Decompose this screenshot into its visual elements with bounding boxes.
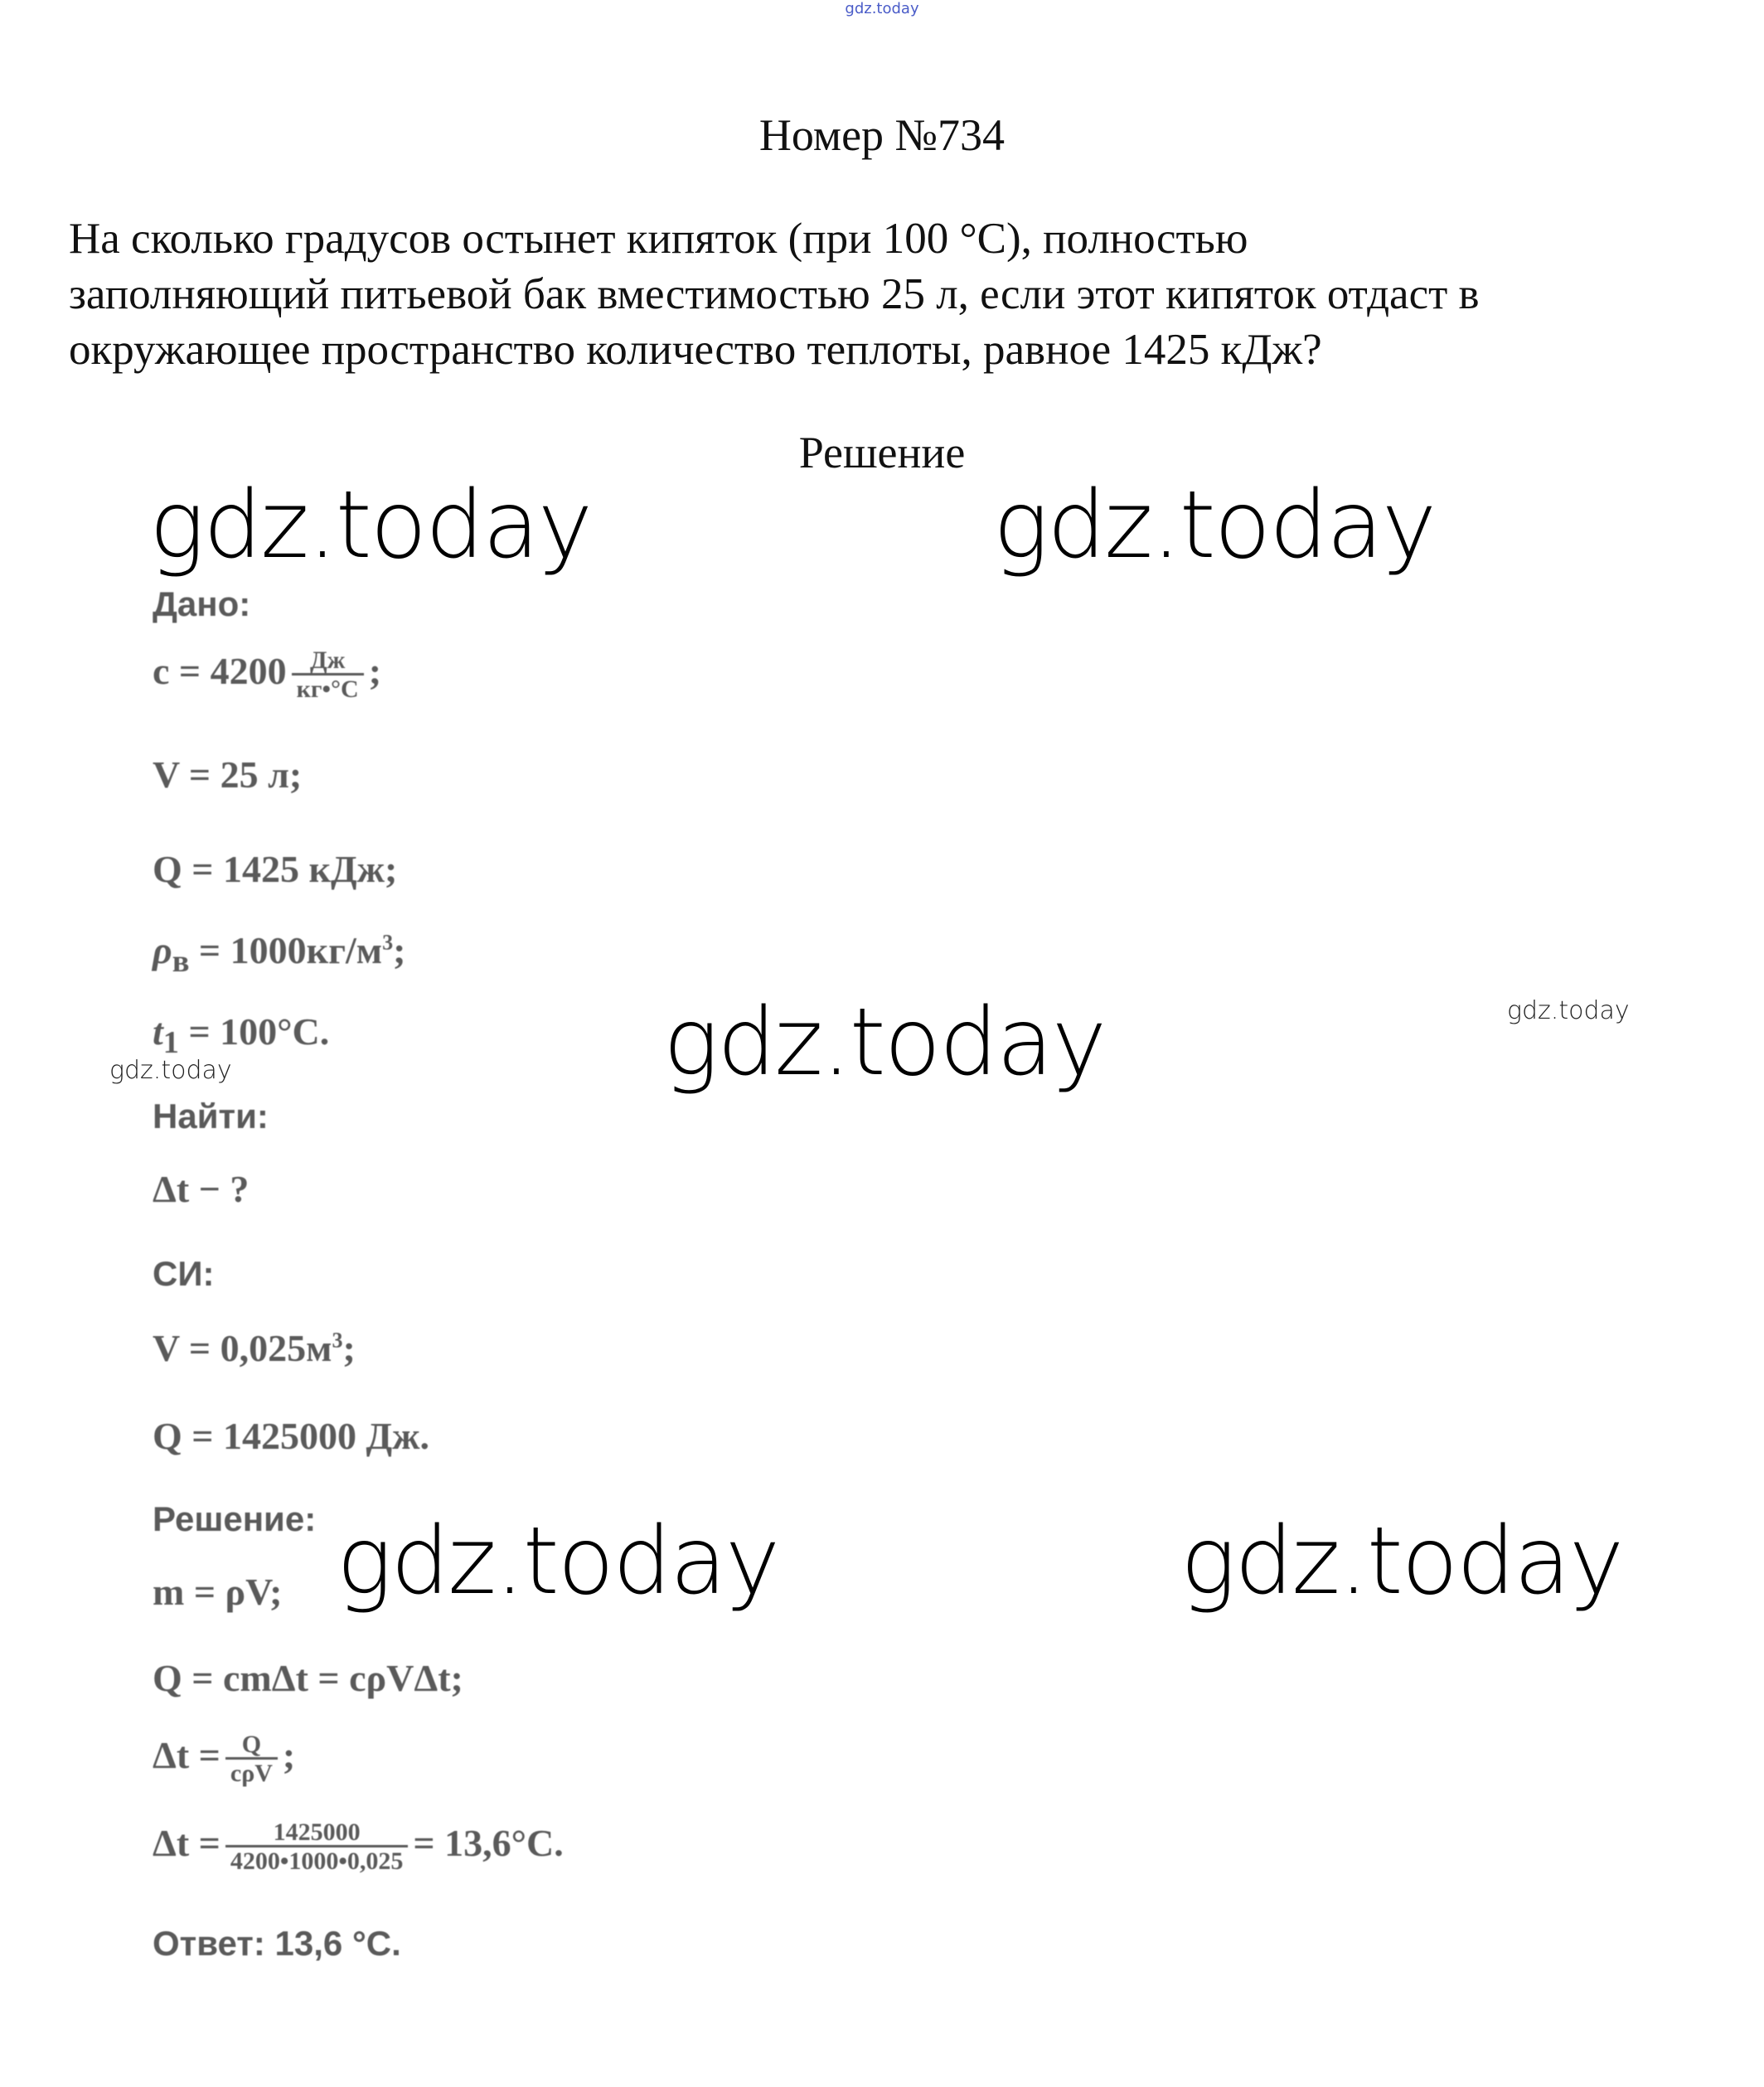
fraction bbox=[225, 1820, 409, 1874]
problem-line: заполняющий питьевой бак вместимостью 25 л, если этот кипяток отдаст в bbox=[69, 270, 1480, 318]
suffix: ; bbox=[282, 1734, 296, 1777]
solution-line-3 bbox=[153, 1732, 295, 1786]
given-c-prefix: c = 4200 bbox=[153, 650, 287, 693]
si-q: Q = 1425000 Дж. bbox=[153, 1415, 429, 1457]
problem-line: На сколько градусов остынет кипяток (при 100 °С), полностью bbox=[69, 215, 1248, 263]
watermark: gdz.today bbox=[149, 472, 592, 579]
problem-text bbox=[69, 211, 1710, 378]
denominator: cρV bbox=[225, 1757, 278, 1786]
given-rho bbox=[153, 929, 406, 980]
given-v: V = 25 л; bbox=[153, 753, 303, 796]
fraction bbox=[292, 648, 364, 702]
rho-sup: 3 bbox=[382, 930, 394, 955]
si-v-end: ; bbox=[342, 1327, 356, 1369]
si-v-value: V = 0,025м bbox=[153, 1327, 332, 1369]
answer: Ответ: 13,6 °С. bbox=[153, 1924, 401, 1963]
suffix: ; bbox=[368, 650, 382, 693]
find-label: Найти: bbox=[153, 1097, 269, 1136]
solution-heading: Решение bbox=[798, 428, 966, 477]
watermark: gdz.today bbox=[993, 472, 1436, 579]
watermark: gdz.today bbox=[337, 1508, 779, 1615]
solution-line-2: Q = cmΔt = cρVΔt; bbox=[153, 1657, 463, 1699]
given-label: Дано: bbox=[153, 584, 251, 623]
fraction bbox=[225, 1732, 278, 1786]
si-v-sup: 3 bbox=[332, 1328, 343, 1353]
find-value: Δt − ? bbox=[153, 1168, 250, 1210]
watermark: gdz.today bbox=[663, 989, 1106, 1097]
numerator: Q bbox=[241, 1731, 262, 1758]
problem-line: окружающее пространство количество теплоты, равное 1425 кДж? bbox=[69, 326, 1322, 374]
rho-end: ; bbox=[393, 929, 406, 971]
given-q: Q = 1425 кДж; bbox=[153, 848, 398, 890]
rho-symbol: ρ bbox=[153, 929, 172, 971]
given-c bbox=[153, 648, 381, 702]
numerator: 1425000 bbox=[273, 1818, 361, 1846]
suffix: = 13,6°С. bbox=[413, 1822, 564, 1865]
solution-line-4 bbox=[153, 1820, 564, 1874]
top-watermark: gdz.today bbox=[845, 0, 919, 17]
t-symbol: t bbox=[153, 1010, 163, 1053]
numerator: Дж bbox=[309, 646, 346, 674]
prefix: Δt = bbox=[153, 1734, 220, 1777]
watermark: gdz.today bbox=[1507, 996, 1630, 1025]
page-title: Номер №734 bbox=[758, 110, 1006, 160]
prefix: Δt = bbox=[153, 1822, 220, 1865]
denominator: 4200•1000•0,025 bbox=[225, 1845, 409, 1874]
denominator: кг•°С bbox=[292, 673, 364, 702]
rho-value: = 1000кг/м bbox=[189, 929, 383, 971]
si-v bbox=[153, 1329, 356, 1368]
watermark: gdz.today bbox=[1180, 1508, 1623, 1615]
solution-label: Решение: bbox=[153, 1499, 317, 1538]
t-value: = 100°С. bbox=[178, 1010, 330, 1053]
rho-sub: в bbox=[172, 944, 190, 980]
solution-line-1: m = ρV; bbox=[153, 1571, 283, 1613]
t-sub: 1 bbox=[162, 1025, 179, 1061]
given-t1 bbox=[153, 1010, 330, 1061]
si-label: СИ: bbox=[153, 1254, 215, 1293]
watermark: gdz.today bbox=[109, 1056, 232, 1085]
